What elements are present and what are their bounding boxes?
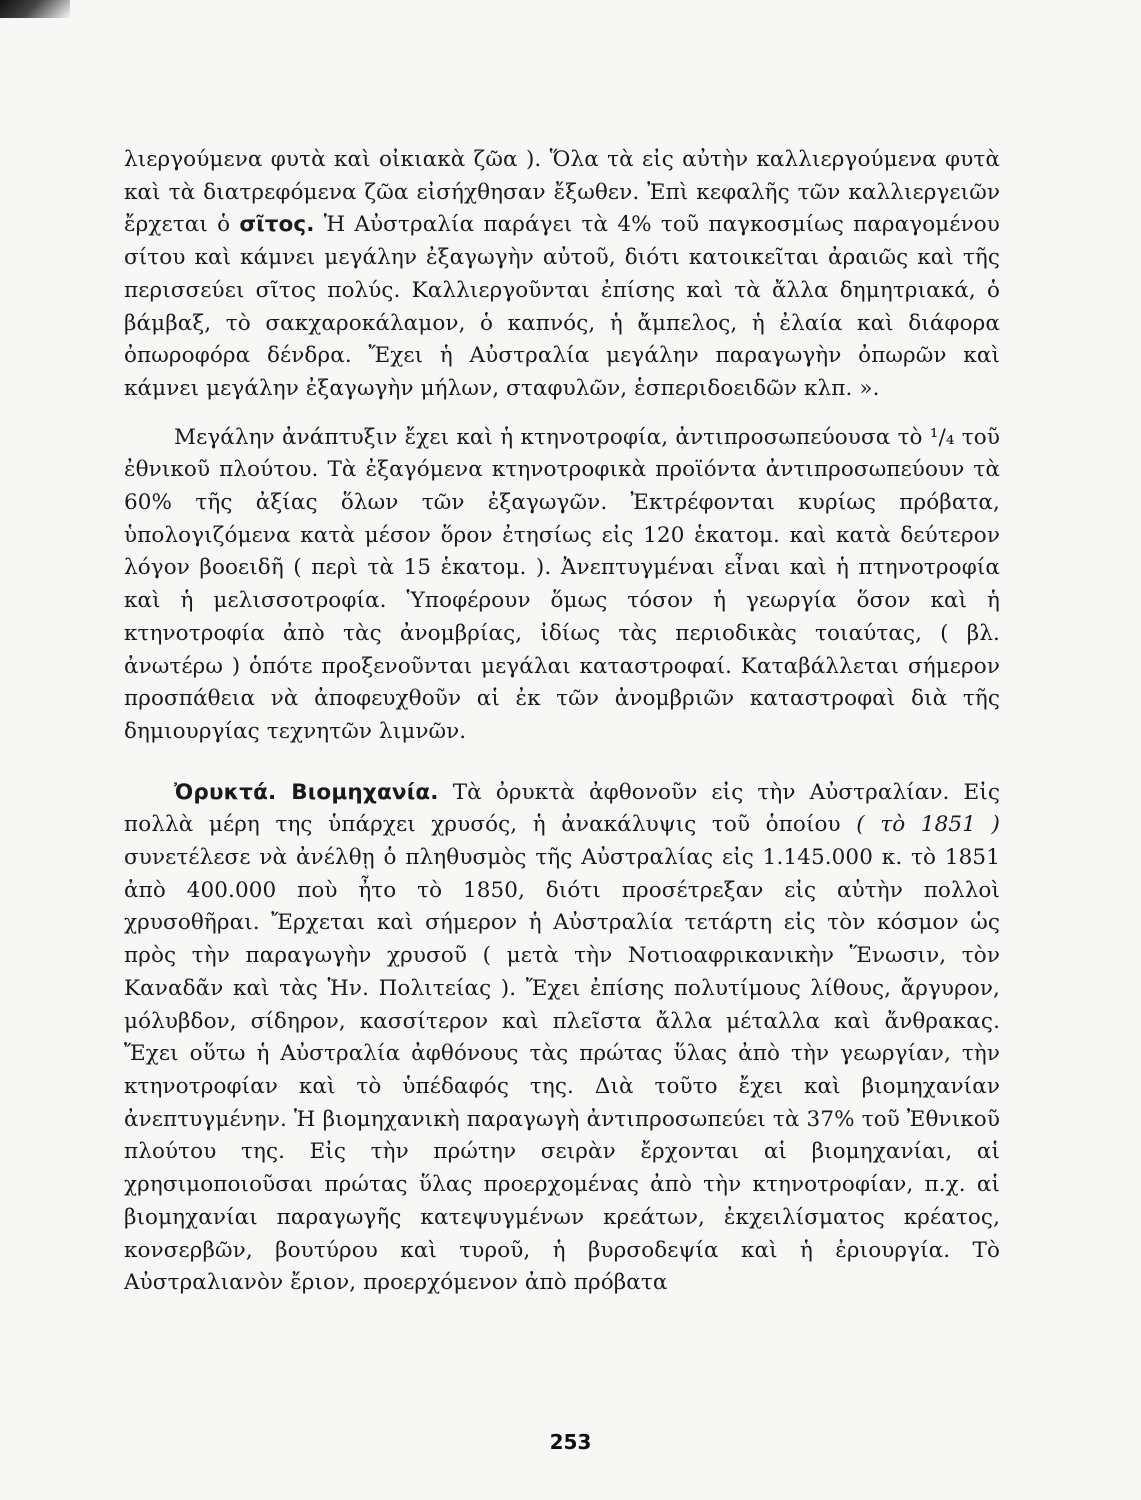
paragraph-minerals-industry [124,777,1000,1300]
paragraph-agriculture-text-start: λιεργούμενα φυτὰ καὶ οἰκιακὰ ζῶα ). Ὅλα τὰ εἰς αὐτὴν καλλιεργούμενα φυτὰ καὶ τὰ διατρεφόμενα ζῶα εἰσήχθησαν ἔξωθεν. Ἐπὶ κεφαλῆς τῶν καλλιεργειῶν ἔρχεται ὁ [124,147,1000,238]
year-1851-note: ( τὸ 1851 ) [856,812,1000,838]
paragraph-agriculture-text-end: Ἡ Αὐστραλία παράγει τὰ 4% τοῦ παγκοσμίως παραγομένου σίτου καὶ κάμνει μεγάλην ἐξαγωγὴν αὐτοῦ, διότι κατοικεῖται ἀραιῶς καὶ τῆς περισσεύει σῖτος πολύς. Καλλιεργοῦνται ἐπίσης καὶ τὰ ἄλλα δημητριακά, ὁ βάμβαξ, τὸ σακχαροκάλαμον, ὁ καπνός, ἡ ἄμπελος, ἡ ἐλαία καὶ διάφορα ὀπωροφόρα δένδρα. Ἔχει ἡ Αὐστραλία μεγάλην παραγωγὴν ὀπωρῶν καὶ κάμνει μεγάλην ἐξαγωγὴν μήλων, σταφυλῶν, ἑσπεριδοειδῶν κλπ. ». [124,212,1000,401]
paragraph-minerals-text-start: Τὰ ὀρυκτὰ ἀφθονοῦν εἰς τὴν Αὐστραλίαν. Εἰς πολλὰ μέρη της ὑπάρχει χρυσός, ἡ ἀνακάλυψις τοῦ ὁποίου [124,779,1000,838]
scan-corner-shadow [0,0,70,18]
paragraph-minerals-text-end: συνετέλεσε νὰ ἀνέλθῃ ὁ πληθυσμὸς τῆς Αὐστραλίας εἰς 1.145.000 κ. τὸ 1851 ἀπὸ 400.000 ποὺ ἦτο τὸ 1850, διότι προσέτρεξαν εἰς αὐτὴν πολλοὶ χρυσοθῆραι. Ἔρχεται καὶ σήμερον ἡ Αὐστραλία τετάρτη εἰς τὸν κόσμον ὡς πρὸς τὴν παραγωγὴν χρυσοῦ ( μετὰ τὴν Νοτιοαφρικανικὴν Ἕνωσιν, τὸν Καναδᾶν καὶ τὰς Ἡν. Πολιτείας ). Ἔχει ἐπίσης πολυτίμους λίθους, ἄργυρον, μόλυβδον, σίδηρον, κασσίτερον καὶ πλεῖστα ἄλλα μέταλλα καὶ ἄνθρακας. Ἔχει οὕτω ἡ Αὐστραλία ἀφθόνους τὰς πρώτας ὕλας ἀπὸ τὴν γεωργίαν, τὴν κτηνοτροφίαν καὶ τὸ ὑπέδαφός της. Διὰ τοῦτο ἔχει καὶ βιομηχανίαν ἀνεπτυγμένην. Ἡ βιομηχανικὴ παραγωγὴ ἀντιπροσωπεύει τὰ 37% τοῦ Ἐθνικοῦ πλούτου της. Εἰς τὴν πρώτην σειρὰν ἔρχονται αἱ βιομηχανίαι, αἱ χρησιμοποιοῦσαι πρώτας ὕλας προερχομένας ἀπὸ τὴν κτηνοτροφίαν, π.χ. αἱ βιομηχανίαι παραγωγῆς κατεψυγμένων κρεάτων, ἐκχειλίσματος κρέατος, κονσερβῶν, βουτύρου καὶ τυροῦ, ἡ βυρσοδεψία καὶ ἡ ἐριουργία. Τὸ Αὐστραλιανὸν ἔριον, προερχόμενον ἀπὸ πρόβατα [124,845,1000,1296]
page-number: 253 [549,1430,592,1454]
section-heading-minerals-industry: Ὀρυκτά. Βιομηχανία. [174,779,439,805]
paragraph-livestock [124,422,1000,749]
section-gap [124,749,1000,777]
page-body [124,144,1000,1300]
paragraph-livestock-text: Μεγάλην ἀνάπτυξιν ἔχει καὶ ἡ κτηνοτροφία, ἀντιπροσωπεύουσα τὸ ¹/₄ τοῦ ἐθνικοῦ πλούτου. Τὰ ἐξαγόμενα κτηνοτροφικὰ προϊόντα ἀντιπροσωπεύουν τὰ 60% τῆς ἀξίας ὅλων τῶν ἐξαγωγῶν. Ἐκτρέφονται κυρίως πρόβατα, ὑπολογιζόμενα κατὰ μέσον ὅρον ἐτησίως εἰς 120 ἑκατομ. καὶ κατὰ δεύτερον λόγον βοοειδῆ ( περὶ τὰ 15 ἑκατομ. ). Ἀνεπτυγμέναι εἶναι καὶ ἡ πτηνοτροφία καὶ ἡ μελισσοτροφία. Ὑποφέρουν ὅμως τόσον ἡ γεωργία ὅσον καὶ ἡ κτηνοτροφία ἀπὸ τὰς ἀνομβρίας, ἰδίως τὰς περιοδικὰς τοιαύτας, ( βλ. ἀνωτέρω ) ὁπότε προξενοῦνται μεγάλαι καταστροφαί. Καταβάλλεται σήμερον προσπάθεια νὰ ἀποφευχθοῦν αἱ ἐκ τῶν ἀνομβριῶν καταστροφαὶ διὰ τῆς δημιουργίας τεχνητῶν λιμνῶν. [124,424,1000,744]
paragraph-agriculture [124,144,1000,406]
wheat-term: σῖτος. [239,212,315,238]
